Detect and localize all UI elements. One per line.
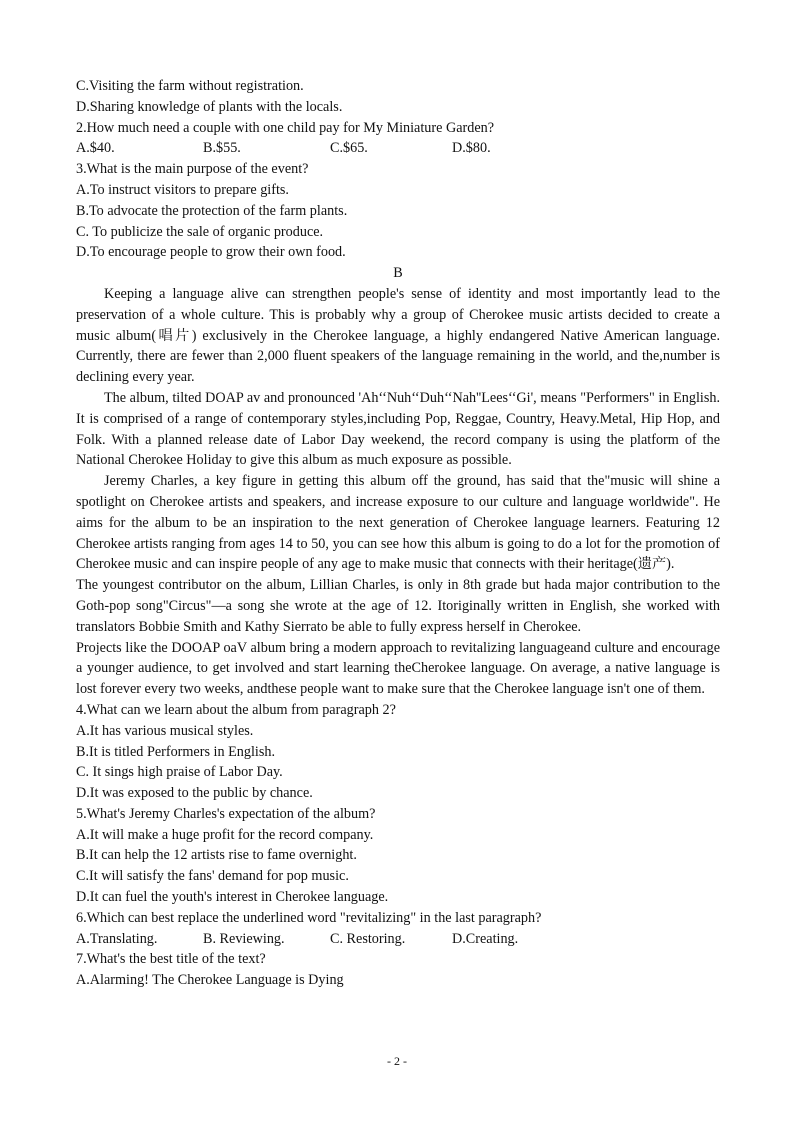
q4-option-c: C. It sings high praise of Labor Day. xyxy=(76,764,283,781)
q6-option-a: A.Translating. xyxy=(76,930,158,947)
q6-option-d: D.Creating. xyxy=(452,930,519,947)
q6-stem: 6.Which can best replace the underlined word "revitalizing" in the last paragraph? xyxy=(76,909,542,926)
q1-option-d: D.Sharing knowledge of plants with the locals. xyxy=(76,98,343,115)
passage-paragraph-5: Projects like the DOOAP oaV album bring a modern approach to revitalizing languageand culture and encourage a younger audience, to get involved and start learning theCherokee language. On average, a native language is lost forever every two weeks, andthese people want to make sure that the Cherokee language isn't one of them. xyxy=(76,639,720,698)
q4-stem: 4.What can we learn about the album from paragraph 2? xyxy=(76,701,396,718)
passage-paragraph-2: The album, tilted DOAP av and pronounced 'Ah‘‘Nuh‘‘Duh‘‘Nah''Lees‘‘Gi', means "Performers" in English. It is comprised of a range of contemporary styles,including Pop, Reggae, Country, Heavy.Metal, Hip Hop, and Folk. With a planned release date of Labor Day weekend, the record company is using the platform of the National Cherokee Holiday to give this album as much exposure as possible. xyxy=(76,389,720,469)
q7-stem: 7.What's the best title of the text? xyxy=(76,951,266,968)
q5-option-d: D.It can fuel the youth's interest in Cherokee language. xyxy=(76,889,389,906)
q2-option-d: D.$80. xyxy=(452,140,491,157)
q5-stem: 5.What's Jeremy Charles's expectation of the album? xyxy=(76,805,376,822)
q5-option-b: B.It can help the 12 artists rise to fame overnight. xyxy=(76,847,357,864)
q3-stem: 3.What is the main purpose of the event? xyxy=(76,161,309,178)
q3-option-c: C. To publicize the sale of organic produce. xyxy=(76,223,324,240)
q2-option-c: C.$65. xyxy=(330,140,368,157)
q6-option-c: C. Restoring. xyxy=(330,930,406,947)
q1-option-c: C.Visiting the farm without registration. xyxy=(76,78,304,94)
q3-option-d: D.To encourage people to grow their own food. xyxy=(76,244,346,261)
q4-option-d: D.It was exposed to the public by chance. xyxy=(76,785,313,802)
q3-option-b: B.To advocate the protection of the farm plants. xyxy=(76,202,348,219)
page-number: - 2 - xyxy=(387,1054,407,1068)
passage-paragraph-4: The youngest contributor on the album, Lillian Charles, is only in 8th grade but hada major contribution to the Goth-pop song"Circus"—a song she wrote at the age of 12. Itoriginally written in English, she worked with translators Bobbie Smith and Kathy Sierrato be able to fully express herself in Cherokee. xyxy=(76,577,720,635)
q5-option-c: C.It will satisfy the fans' demand for pop music. xyxy=(76,868,349,885)
q2-option-b: B.$55. xyxy=(203,140,241,157)
q2-options xyxy=(76,138,720,159)
passage-paragraph-3: Jeremy Charles, a key figure in getting this album off the ground, has said that the"music will shine a spotlight on Cherokee artists and speakers, and increase exposure to our culture and language worldwide". He aims for the album to be an inspiration to the next generation of Cherokee language learners. Featuring 12 Cherokee artists ranging from ages 14 to 50, you can see how this album is going to do a lot for the promotion of Cherokee music and can inspire people of any age to make music that connects with their heritage(遗产). xyxy=(76,473,720,573)
q3-option-a: A.To instruct visitors to prepare gifts. xyxy=(76,181,289,198)
q4-option-b: B.It is titled Performers in English. xyxy=(76,743,275,760)
q2-option-a: A.$40. xyxy=(76,140,115,157)
q7-option-a: A.Alarming! The Cherokee Language is Dying xyxy=(76,972,344,989)
q6-option-b: B. Reviewing. xyxy=(203,930,285,947)
page-content xyxy=(76,76,720,991)
q5-option-a: A.It will make a huge profit for the record company. xyxy=(76,826,374,843)
q6-options xyxy=(76,929,720,950)
section-b-heading: B xyxy=(393,265,403,282)
q2-stem: 2.How much need a couple with one child pay for My Miniature Garden? xyxy=(76,119,495,136)
q4-option-a: A.It has various musical styles. xyxy=(76,722,254,739)
passage-paragraph-1: Keeping a language alive can strengthen people's sense of identity and most importantly lead to the preservation of a whole culture. This is probably why a group of Cherokee music artists decided to create a music album(唱片) exclusively in the Cherokee language, a highly endangered Native American language. Currently, there are fewer than 2,000 fluent speakers of the language remaining in the world, and the,number is declining every year. xyxy=(76,285,720,386)
